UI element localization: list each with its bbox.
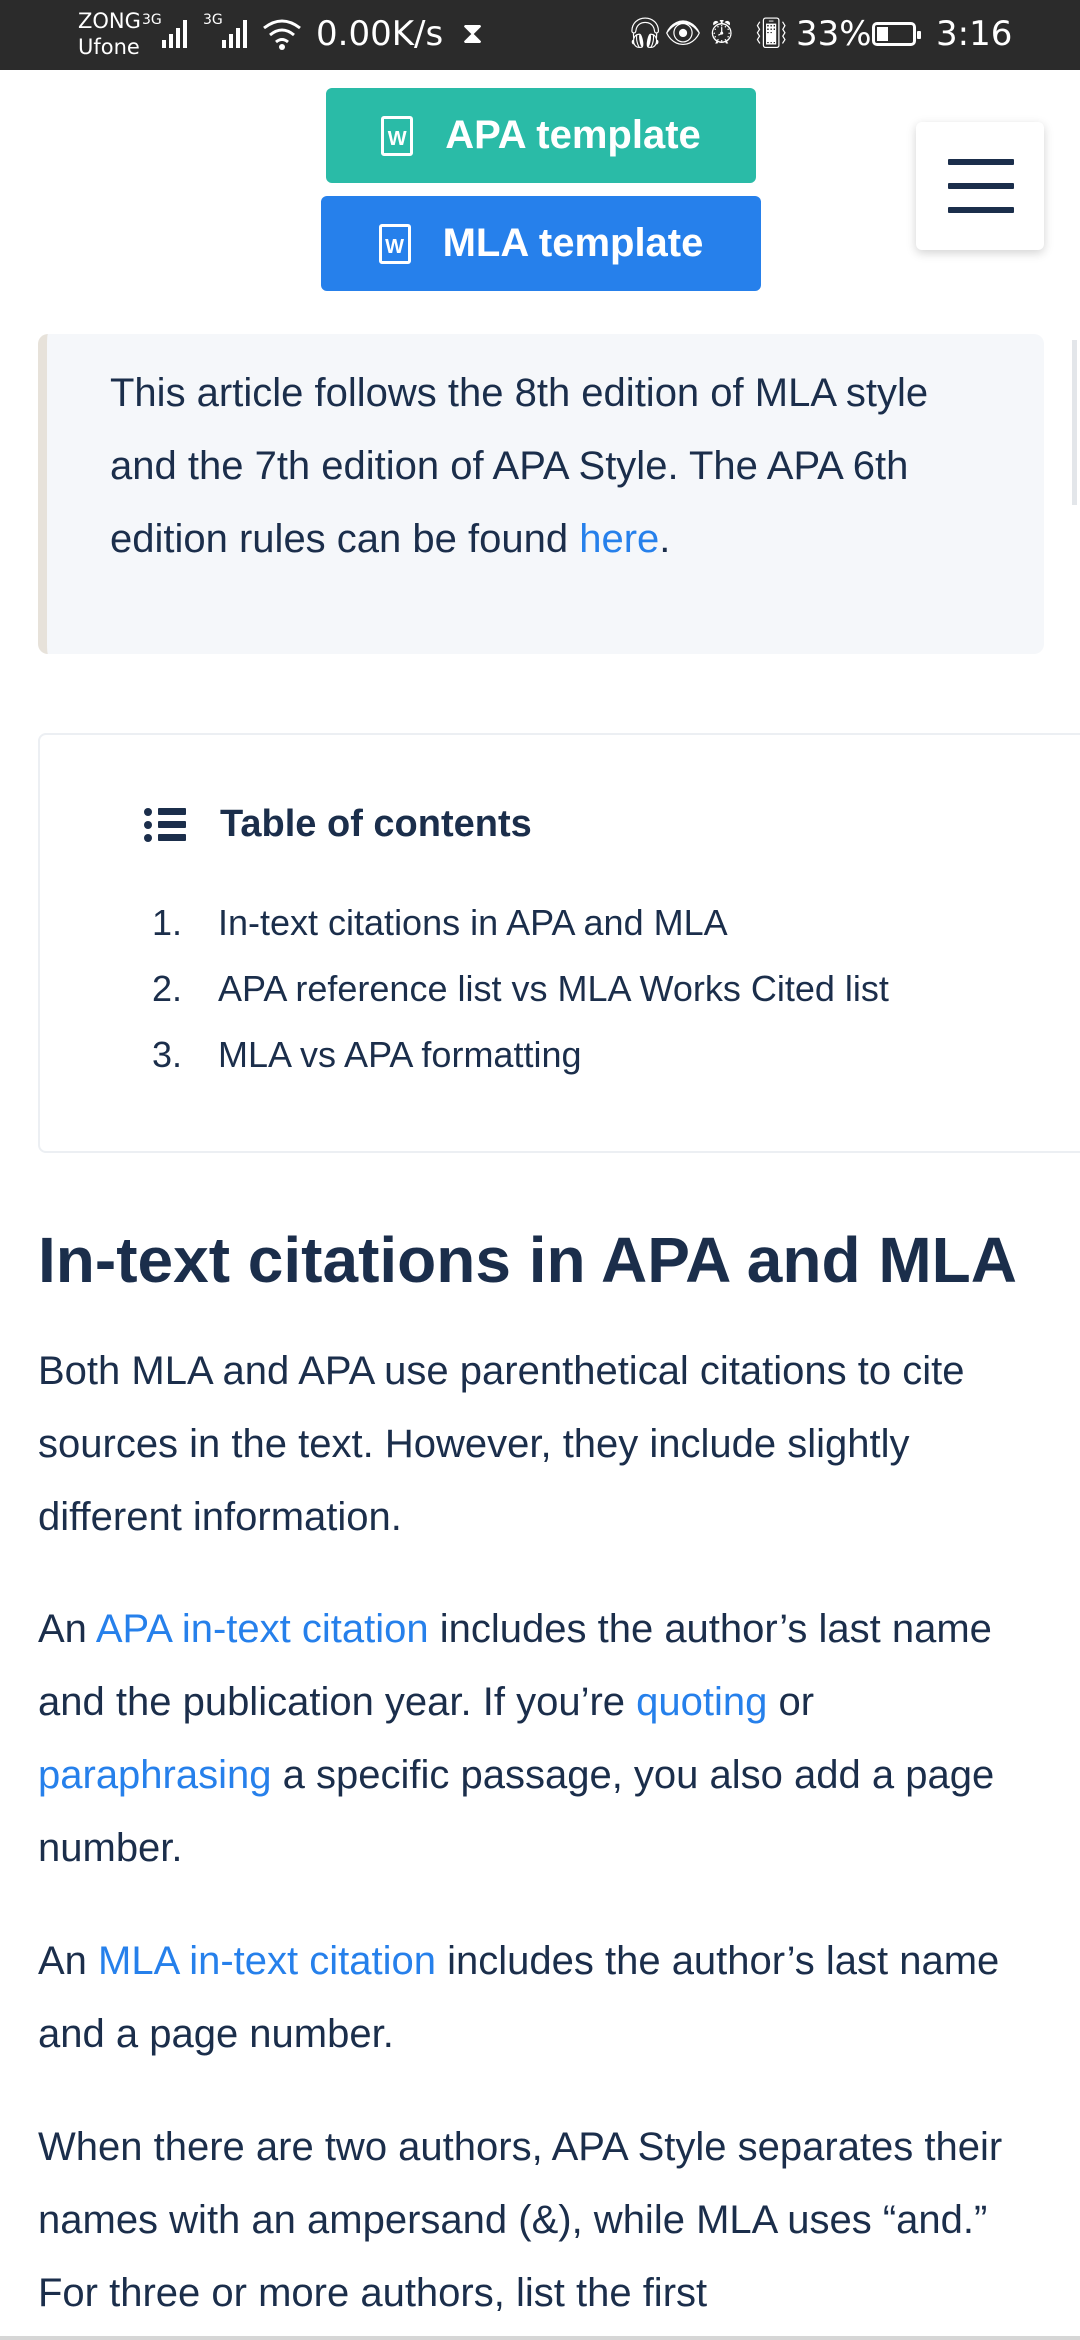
text: includes the author’s last name and a page number.: [38, 1939, 1000, 2056]
toc-item[interactable]: [152, 890, 889, 956]
notice-text: [110, 357, 990, 576]
toc-list: [152, 890, 889, 1088]
text: An: [38, 1939, 99, 1983]
word-doc-icon: W: [381, 116, 413, 156]
alarm-icon: ⏰︎: [710, 16, 734, 51]
network-type-2: 3G: [203, 12, 223, 28]
text: or: [767, 1680, 815, 1724]
signal-icon: [222, 16, 252, 50]
menu-button[interactable]: [916, 122, 1044, 250]
text: a specific passage, you also add a page number.: [38, 1753, 995, 1870]
paragraph: [38, 1925, 1048, 2071]
scrollbar[interactable]: [1072, 340, 1077, 505]
toc-item[interactable]: [152, 1022, 889, 1088]
hourglass-icon: ⧗: [462, 16, 484, 51]
table-of-contents: [38, 733, 1080, 1153]
wifi-icon: [262, 18, 302, 50]
toc-item-label: MLA vs APA formatting: [218, 1034, 582, 1075]
mla-template-label: MLA template: [442, 221, 704, 265]
battery-icon: [872, 22, 916, 46]
edition-notice: [38, 334, 1044, 654]
bottom-edge: [0, 2336, 1080, 2340]
carrier-2: Ufone: [78, 35, 140, 59]
battery-percent: 33%: [796, 14, 872, 54]
hamburger-icon: [948, 159, 1014, 165]
quoting-link[interactable]: quoting: [636, 1680, 768, 1724]
paragraph: [38, 1593, 1048, 1885]
word-doc-icon: W: [379, 224, 411, 264]
eye-icon: 👁︎: [664, 16, 703, 51]
toc-item-number: 3.: [152, 1034, 183, 1075]
here-link[interactable]: here: [579, 517, 660, 561]
apa-template-label: APA template: [445, 113, 701, 157]
text: An: [38, 1607, 96, 1651]
toc-header: [144, 803, 532, 846]
headphones-icon: 🎧︎: [626, 16, 665, 51]
toc-item-number: 2.: [152, 968, 183, 1009]
vibrate-icon: 📳︎: [752, 16, 791, 51]
mla-in-text-citation-link[interactable]: MLA in-text citation: [98, 1939, 436, 1983]
apa-template-button[interactable]: [326, 88, 756, 183]
signal-icon: [162, 16, 192, 50]
network-type-1: 3G: [142, 12, 162, 28]
toc-item-label: In-text citations in APA and MLA: [218, 902, 728, 943]
network-speed: 0.00K/s: [316, 14, 444, 54]
apa-in-text-citation-link[interactable]: APA in-text citation: [95, 1607, 429, 1651]
toc-title: Table of contents: [220, 803, 532, 845]
paraphrasing-link[interactable]: paraphrasing: [38, 1753, 272, 1797]
paragraph: When there are two authors, APA Style separates their names with an ampersand (&), while MLA uses “and.” For three or more authors, list the first: [38, 2125, 1003, 2315]
toc-item[interactable]: [152, 956, 889, 1022]
notice-text-part: .: [659, 517, 671, 561]
status-bar: [0, 0, 1080, 70]
hamburger-icon: [948, 183, 1014, 189]
list-icon: [144, 808, 186, 842]
carrier-names: [78, 8, 141, 60]
section-heading: In-text citations in APA and MLA: [38, 1224, 1017, 1296]
mla-template-button[interactable]: [321, 196, 761, 291]
hamburger-icon: [948, 207, 1014, 213]
carrier-1: ZONG: [78, 9, 141, 33]
toc-item-label: APA reference list vs MLA Works Cited list: [218, 968, 889, 1009]
toc-item-number: 1.: [152, 902, 183, 943]
clock: 3:16: [936, 14, 1013, 54]
text: includes the author’s last name and the publication year. If you’re: [38, 1607, 992, 1724]
paragraph: Both MLA and APA use parenthetical citations to cite sources in the text. However, they include slightly different information.: [38, 1349, 965, 1539]
notice-text-part: This article follows the 8th edition of MLA style and the 7th edition of APA Style. The APA 6th edition rules can be found: [110, 371, 929, 561]
